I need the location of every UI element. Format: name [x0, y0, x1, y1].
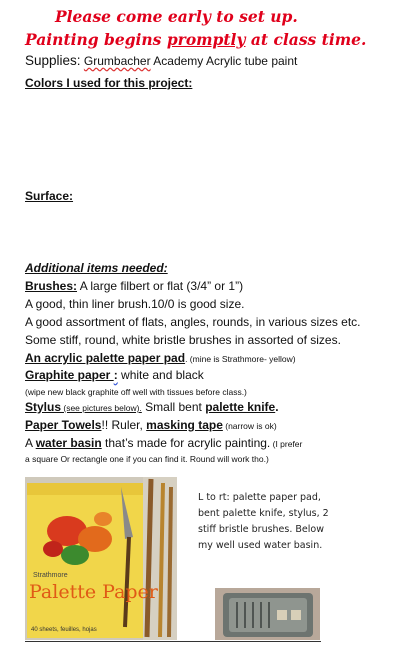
brushes-line: Brushes: A large filbert or flat (3/4” or 1”): [25, 279, 244, 293]
graphite-line: Graphite paper : white and black: [25, 368, 204, 382]
palette-pad-image: [25, 477, 177, 640]
graphite-note: (wipe new black graphite off well with tissues before class.): [25, 387, 247, 397]
supplies-line: Supplies: Grumbacher Academy Acrylic tube paint: [25, 53, 298, 68]
liner-line: A good, thin liner brush.10/0 is good size.: [25, 297, 245, 311]
surface-heading: Surface:: [25, 189, 74, 203]
supplies-photo: [25, 477, 177, 640]
bottom-rule: [25, 641, 321, 642]
flats-line: A good assortment of flats, angles, rounds, in various sizes etc.: [25, 315, 361, 329]
water-basin-image: [215, 588, 320, 640]
header-line-2: Painting begins promptly at class time.: [25, 30, 367, 49]
water-note: a square Or rectangle one if you can find it. Round will work tho.): [25, 454, 269, 464]
water-line: A water basin that’s made for acrylic painting. (I prefer: [25, 436, 303, 450]
header-line-1: Please come early to set up.: [55, 7, 298, 26]
stiff-line: Some stiff, round, white bristle brushes in assorted of sizes.: [25, 333, 341, 347]
stylus-line: Stylus (see pictures below). Small bent palette knife.: [25, 400, 279, 414]
towels-line: Paper Towels!! Ruler, masking tape (narrow is ok): [25, 418, 277, 432]
palette-line: An acrylic palette paper pad. (mine is Strathmore- yellow): [25, 351, 296, 365]
colors-heading: Colors I used for this project:: [25, 76, 193, 90]
pad-subtitle: 40 sheets, feuilles, hojas: [31, 627, 97, 633]
photo-caption: L to rt: palette paper pad, bent palette knife, stylus, 2 stiff bristle brushes. Below my well used water basin.: [198, 492, 329, 551]
additional-heading: Additional items needed:: [25, 261, 168, 275]
water-basin-photo: [215, 588, 320, 640]
pad-title: Palette Paper: [29, 581, 158, 603]
pad-brand: Strathmore: [33, 572, 68, 579]
